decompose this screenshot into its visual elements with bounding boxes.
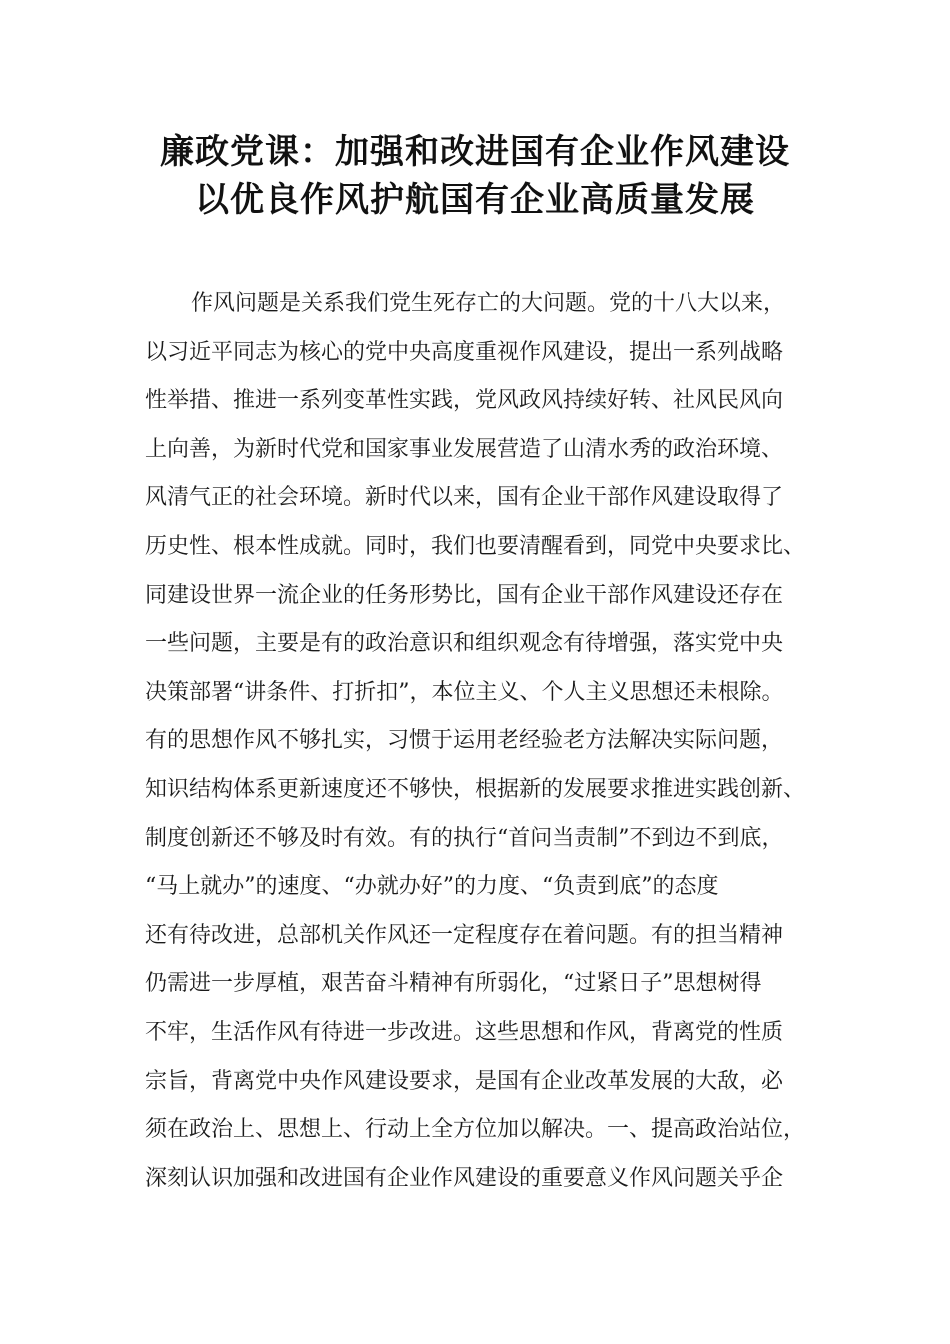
- body-line: 决策部署“讲条件、打折扣”，本位主义、个人主义思想还未根除。: [145, 679, 784, 705]
- body-line: 以习近平同志为核心的党中央高度重视作风建设，提出一系列战略: [145, 339, 784, 365]
- body-line: 有的思想作风不够扎实，习惯于运用老经验老方法解决实际问题，: [145, 728, 784, 754]
- body-line: 一些问题，主要是有的政治意识和组织观念有待增强，落实党中央: [145, 631, 784, 657]
- body-line: 不牢，生活作风有待进一步改进。这些思想和作风，背离党的性质: [145, 1019, 784, 1045]
- title-line-1: 廉政党课：加强和改进国有企业作风建设: [160, 132, 790, 172]
- body-line: 深刻认识加强和改进国有企业作风建设的重要意义作风问题关乎企: [145, 1165, 784, 1191]
- body-line: 知识结构体系更新速度还不够快，根据新的发展要求推进实践创新、: [145, 776, 806, 802]
- body-line: 宗旨，背离党中央作风建设要求，是国有企业改革发展的大敌，必: [145, 1068, 784, 1094]
- body-line: 性举措、推进一系列变革性实践，党风政风持续好转、社风民风向: [145, 388, 784, 414]
- body-line: 上向善，为新时代党和国家事业发展营造了山清水秀的政治环境、: [145, 436, 784, 462]
- body-paragraph: [145, 280, 835, 1203]
- title-line-2: 以优良作风护航国有企业高质量发展: [195, 180, 755, 220]
- body-line: 仍需进一步厚植，艰苦奋斗精神有所弱化，“过紧日子”思想树得: [145, 971, 762, 997]
- body-line: 同建设世界一流企业的任务形势比，国有企业干部作风建设还存在: [145, 582, 784, 608]
- body-line: 制度创新还不够及时有效。有的执行“首问当责制”不到边不到底，: [145, 825, 784, 851]
- body-line: “马上就办”的速度、“办就办好”的力度、“负责到底”的态度: [145, 874, 719, 900]
- body-line: 须在政治上、思想上、行动上全方位加以解决。一、提高政治站位，: [145, 1117, 806, 1143]
- body-line: 历史性、根本性成就。同时，我们也要清醒看到，同党中央要求比、: [145, 533, 806, 559]
- body-line: 还有待改进，总部机关作风还一定程度存在着问题。有的担当精神: [145, 922, 784, 948]
- body-line: 作风问题是关系我们党生死存亡的大问题。党的十八大以来，: [191, 291, 786, 316]
- document-title: [0, 128, 950, 224]
- body-line: 风清气正的社会环境。新时代以来，国有企业干部作风建设取得了: [145, 485, 784, 511]
